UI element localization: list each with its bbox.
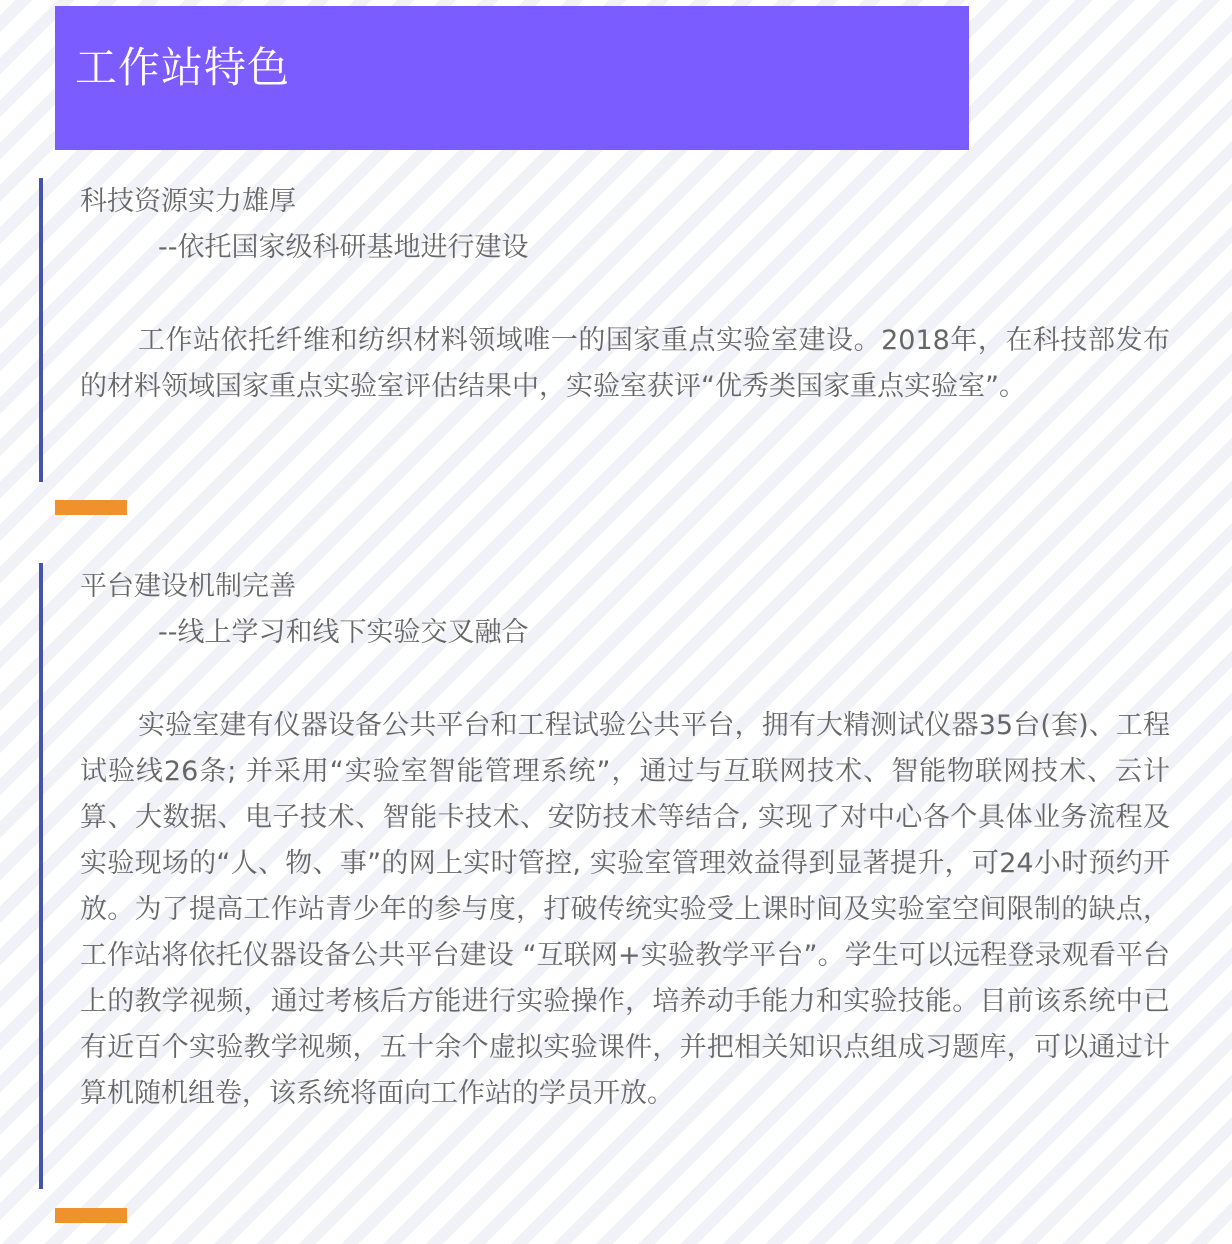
section-title: 科技资源实力雄厚	[80, 186, 296, 217]
section-subtitle: --线上学习和线下实验交叉融合	[158, 617, 529, 648]
section-body: 实验室建有仪器设备公共平台和工程试验公共平台，拥有大精测试仪器35台(套)、工程试验线26条; 并采用“实验室智能管理系统”，通过与互联网技术、智能物联网技术、云计算、大数据、电子技术、智能卡技术、安防技术等结合, 实现了对中心各个具体业务流程及实验现场的“人、物、事”的网上实时管控, 实验室管理效益得到显著提升，可24小时预约开放。为了提高工作站青少年的参与度，打破传统实验受上课时间及实验室空间限制的缺点，工作站将依托仪器设备公共平台建设 “互联网+实验教学平台”。学生可以远程登录观看平台上的教学视频，通过考核后方能进行实验操作，培养动手能力和实验技能。目前该系统中已有近百个实验教学视频，五十余个虚拟实验课件，并把相关知识点组成习题库，可以通过计算机随机组卷，该系统将面向工作站的学员开放。	[80, 710, 1170, 1109]
header-banner	[55, 6, 969, 150]
section-body: 工作站依托纤维和纺织材料领域唯一的国家重点实验室建设。2018年，在科技部发布的材料领域国家重点实验室评估结果中，实验室获评“优秀类国家重点实验室”。	[80, 325, 1170, 402]
section-platform	[39, 563, 1169, 1189]
section-resources	[39, 178, 1169, 482]
section-title: 平台建设机制完善	[80, 571, 296, 602]
section-divider	[55, 1208, 127, 1223]
section-divider	[55, 500, 127, 515]
page-title: 工作站特色	[75, 43, 291, 92]
section-subtitle: --依托国家级科研基地进行建设	[158, 232, 529, 263]
